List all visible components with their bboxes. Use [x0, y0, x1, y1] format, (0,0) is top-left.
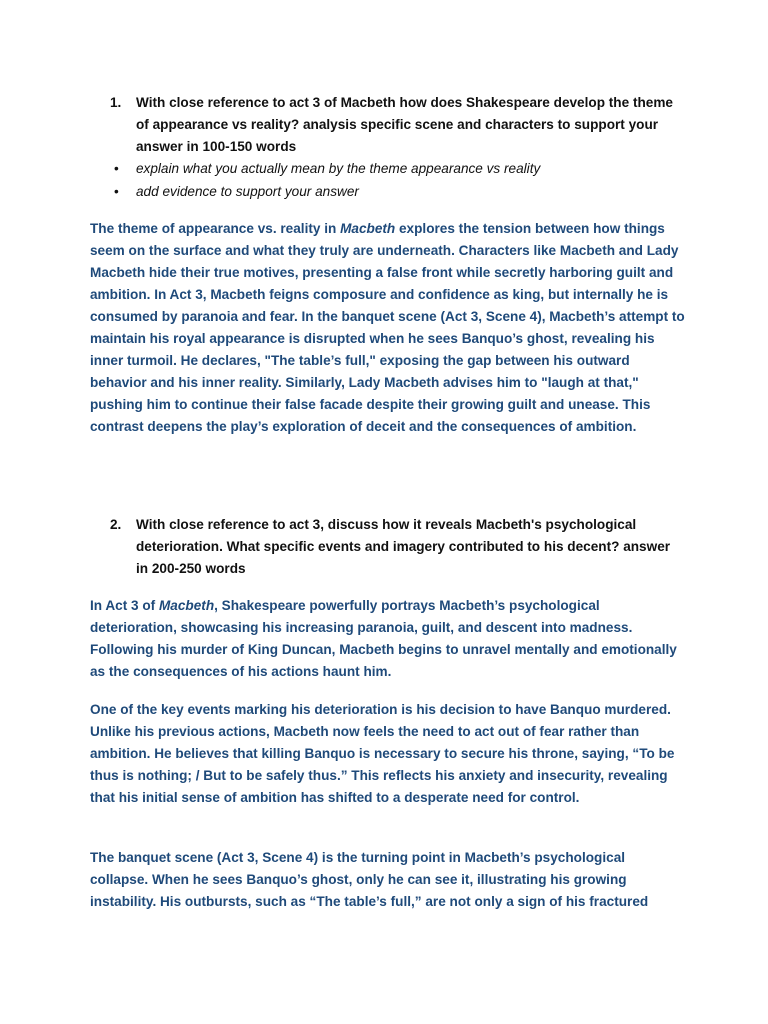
bullet-dot-icon: • [114, 161, 119, 176]
play-title: Macbeth [158, 598, 215, 613]
bullet-dot-icon: • [114, 184, 119, 199]
answer-1-paragraph: The theme of appearance vs. reality in Macbeth explores the tension between how things seem on the surface and what they truly are underneath. Characters like Macbeth and Lady Macbeth hide their true motives, presenting a false front while secretly harboring guilt and ambition. In Act 3, Macbeth feigns composure and confidence as king, but internally he is consumed by paranoia and fear. In the banquet scene (Act 3, Scene 4), Macbeth’s attempt to maintain his royal appearance is disrupted when he sees Banquo’s ghost, revealing his inner turmoil. He declares, "The table’s full," exposing the gap between his outward behavior and his inner reality. Similarly, Lady Macbeth advises him to "laugh at that," pushing him to continue their false facade despite their growing guilt and unease. This contrast deepens the play’s exploration of deceit and the consequences of ambition. [90, 221, 685, 434]
question-2-text: With close reference to act 3, discuss how it reveals Macbeth's psychological deterioration. What specific events and imagery contributed to his decent? answer in 200-250 words [136, 517, 671, 576]
answer-2-paragraph-3: The banquet scene (Act 3, Scene 4) is the turning point in Macbeth’s psychological collapse. When he sees Banquo’s ghost, only he can see it, illustrating his growing instability. His outbursts, such as “The table’s full,” are not only a sign of his fractured [90, 850, 649, 909]
answer-2-paragraph-1: In Act 3 of Macbeth, Shakespeare powerfully portrays Macbeth’s psychological deterioration, showcasing his increasing paranoia, guilt, and descent into madness. Following his murder of King Duncan, Macbeth begins to unravel mentally and emotionally as the consequences of his actions haunt him. [90, 598, 677, 679]
question-1-bullets [110, 157, 680, 203]
question-2 [110, 514, 680, 580]
question-1 [110, 92, 680, 158]
bullet-item [110, 157, 680, 180]
question-1-number: 1. [110, 95, 122, 110]
play-title: Macbeth [340, 221, 396, 236]
question-1-text: With close reference to act 3 of Macbeth how does Shakespeare develop the theme of appearance vs reality? analysis specific scene and characters to support your answer in 100-150 words [136, 95, 673, 154]
question-2-number: 2. [110, 517, 122, 532]
bullet-text: add evidence to support your answer [136, 184, 359, 199]
answer-2-paragraph-2: One of the key events marking his deterioration is his decision to have Banquo murdered. Unlike his previous actions, Macbeth now feels the need to act out of fear rather than ambition. He believes that killing Banquo is necessary to secure his throne, saying, “To be thus is nothing; / But to be safely thus.” This reflects his anxiety and insecurity, revealing that his initial sense of ambition has shifted to a desperate need for control. [90, 702, 675, 805]
bullet-text: explain what you actually mean by the theme appearance vs reality [136, 161, 541, 176]
answer-1 [90, 218, 686, 438]
bullet-item [110, 180, 680, 203]
